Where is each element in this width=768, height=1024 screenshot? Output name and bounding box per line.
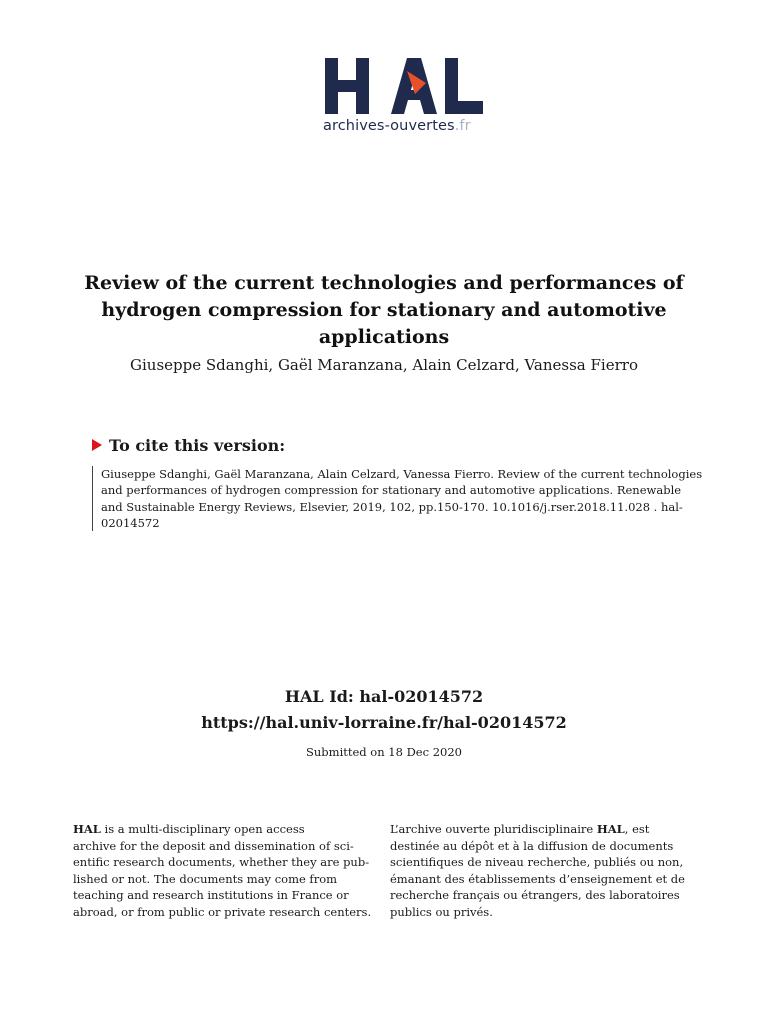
- citation-line: and Sustainable Energy Reviews, Elsevier, 2019, 102, pp.150-170. 10.1016/j.rser.2018.11.028 . hal-: [101, 499, 683, 514]
- triangle-right-icon: [92, 439, 102, 451]
- description-text: , est: [624, 822, 650, 836]
- hal-bold: HAL: [596, 822, 625, 836]
- logo-tagline-main: archives-ouvertes: [323, 118, 455, 134]
- description-line: publics ou privés.: [390, 904, 493, 919]
- cite-heading-text: To cite this version:: [109, 436, 286, 455]
- description-line: archive for the deposit and dissemination of sci-: [73, 838, 354, 853]
- submission-date: Submitted on 18 Dec 2020: [306, 745, 462, 759]
- description-line: lished or not. The documents may come from: [73, 871, 338, 886]
- author-list: Giuseppe Sdanghi, Gaël Maranzana, Alain Celzard, Vanessa Fierro: [130, 356, 638, 374]
- description-line: destinée au dépôt et à la diffusion de documents: [390, 838, 674, 853]
- citation-line: and performances of hydrogen compression for stationary and automotive applications. Renewable: [101, 483, 682, 498]
- french-description: [390, 821, 696, 920]
- citation-line: 02014572: [101, 515, 160, 530]
- description-line: abroad, or from public or private research centers.: [73, 904, 372, 919]
- hal-id: HAL Id: hal-02014572: [284, 687, 484, 706]
- title-line: applications: [318, 326, 450, 348]
- hal-url-link[interactable]: https://hal.univ-lorraine.fr/hal-02014572: [201, 713, 567, 732]
- hal-logo-mark: [323, 54, 493, 116]
- hal-logo[interactable]: [323, 54, 493, 144]
- citation-line: Giuseppe Sdanghi, Gaël Maranzana, Alain Celzard, Vanessa Fierro. Review of the current technologies: [101, 467, 703, 481]
- description-line: émanant des établissements d’enseignement et de: [390, 871, 685, 886]
- description-line: entific research documents, whether they are pub-: [73, 855, 370, 869]
- description-line: teaching and research institutions in France or: [73, 888, 349, 902]
- title-line: Review of the current technologies and performances of: [84, 272, 684, 294]
- cite-heading: [92, 436, 285, 456]
- logo-tagline-tld: .fr: [454, 118, 471, 134]
- description-text: is a multi-disciplinary open access: [100, 822, 305, 836]
- hal-bold: HAL: [73, 822, 101, 836]
- description-text: L’archive ouverte pluridisciplinaire: [390, 822, 597, 836]
- description-line: recherche français ou étrangers, des laboratoires: [390, 888, 680, 902]
- paper-title: [60, 270, 708, 351]
- description-line: scientifiques de niveau recherche, publiés ou non,: [390, 855, 684, 869]
- description-line: [73, 821, 379, 838]
- description-line: [390, 821, 696, 838]
- citation-block: [92, 466, 733, 531]
- logo-tagline: [323, 118, 471, 134]
- english-description: [73, 821, 379, 920]
- title-line: hydrogen compression for stationary and automotive: [101, 299, 667, 321]
